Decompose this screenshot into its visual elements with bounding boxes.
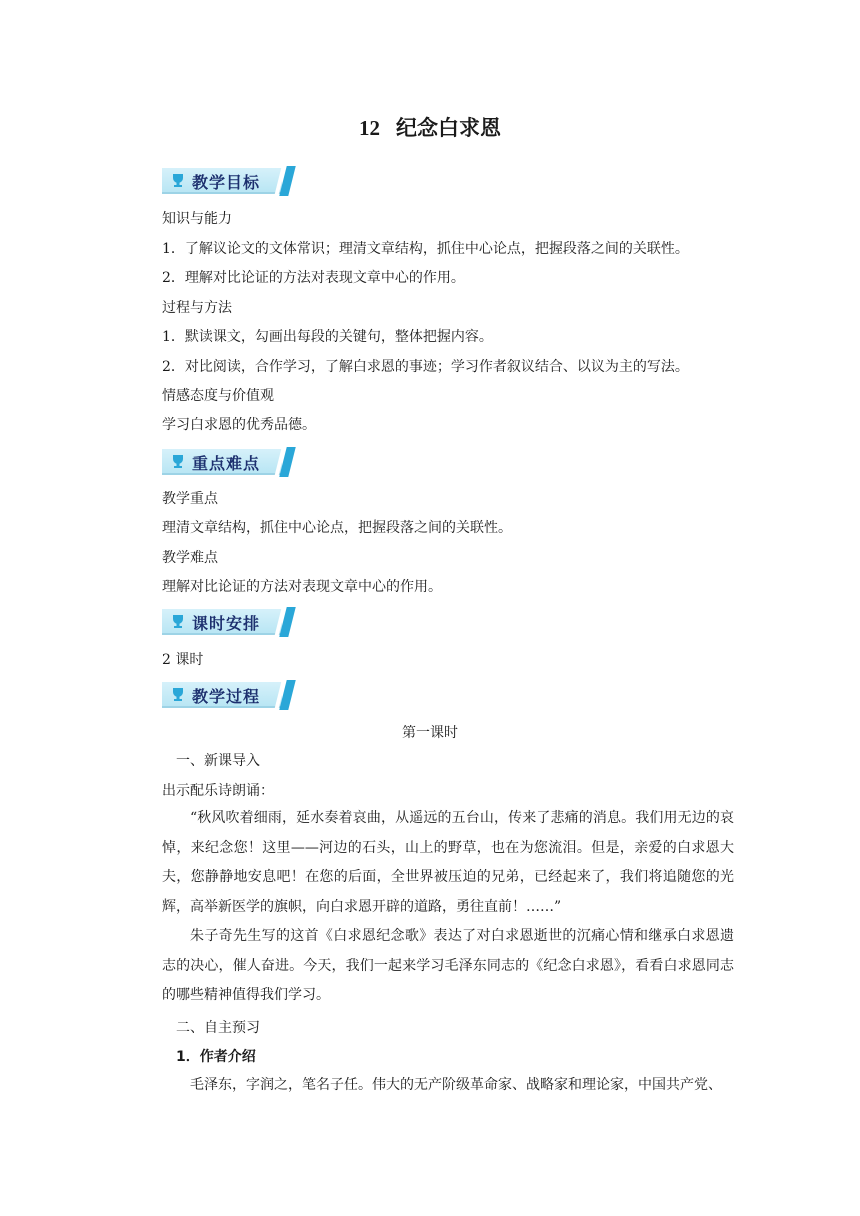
author-paragraph: 毛泽东，字润之，笔名子任。伟大的无产阶级革命家、战略家和理论家，中国共产党、 (190, 1077, 722, 1093)
body-paragraph: 朱子奇先生写的这首《白求恩纪念歌》表达了对白求恩逝世的沉痛心情和继承白求恩遗志的决心，催人奋进。今天，我们一起来学习毛泽东同志的《纪念白求恩》，看看白求恩同志的哪些精神值得我们学习。 (162, 928, 734, 1004)
objective-item: 2．理解对比论证的方法对表现文章中心的作用。 (162, 270, 465, 286)
intro-text: 出示配乐诗朗诵： (162, 783, 274, 799)
sub-heading: 1．作者介绍 (176, 1049, 256, 1065)
poem-paragraph: “秋风吹着细雨，延水奏着哀曲，从遥远的五台山，传来了悲痛的消息。我们用无边的哀悼，来纪念您！这里——河边的石头，山上的野草，也在为您流泪。但是，亲爱的白求恩大夫，您静静地安息吧！在您的后面，全世界被压迫的兄弟，已经起来了，我们将追随您的光辉，高举新医学的旗帜，向白求恩开辟的道路，勇往直前！……” (162, 810, 734, 915)
objective-item: 2．对比阅读，合作学习，了解白求恩的事迹；学习作者叙议结合、以议为主的写法。 (162, 359, 689, 375)
step-heading: 一、新课导入 (176, 753, 260, 769)
section-label: 教学目标 (192, 173, 261, 192)
objective-item: 1．默读课文，勾画出每段的关键句，整体把握内容。 (162, 329, 493, 345)
key-point-text: 理清文章结构，抓住中心论点，把握段落之间的关联性。 (162, 520, 512, 536)
key-point-heading: 教学重点 (162, 491, 218, 507)
section-badge-process (162, 680, 298, 712)
lesson-number: 12 (359, 116, 380, 140)
objective-heading: 过程与方法 (162, 300, 232, 316)
key-point-text: 理解对比论证的方法对表现文章中心的作用。 (162, 579, 442, 595)
section-label: 课时安排 (192, 614, 261, 633)
section-label: 教学过程 (192, 687, 261, 706)
section-badge-schedule (162, 607, 298, 639)
trophy-icon (170, 172, 186, 188)
lesson-title: 纪念白求恩 (396, 116, 501, 140)
step-heading: 二、自主预习 (176, 1020, 260, 1036)
objective-heading: 情感态度与价值观 (162, 388, 274, 404)
lesson-heading: 第一课时 (402, 725, 458, 741)
objective-item: 学习白求恩的优秀品德。 (162, 417, 316, 433)
objective-heading: 知识与能力 (162, 211, 232, 227)
page-title (0, 112, 860, 142)
section-badge-objectives (162, 166, 298, 198)
schedule-text: 2 课时 (162, 652, 204, 668)
trophy-icon (170, 686, 186, 702)
trophy-icon (170, 453, 186, 469)
section-badge-key-points (162, 447, 298, 479)
key-point-heading: 教学难点 (162, 550, 218, 566)
section-label: 重点难点 (192, 454, 261, 473)
objective-item: 1．了解议论文的文体常识；理清文章结构，抓住中心论点，把握段落之间的关联性。 (162, 241, 689, 257)
trophy-icon (170, 613, 186, 629)
